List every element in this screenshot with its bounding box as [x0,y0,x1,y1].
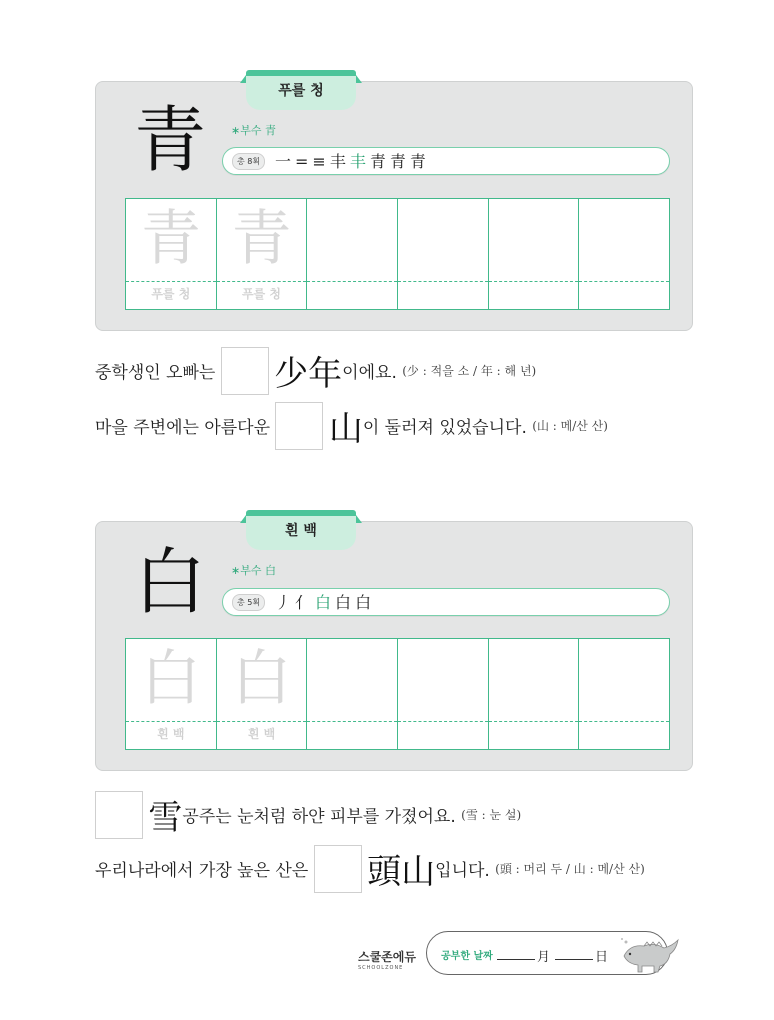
lesson-tab-label: 흰 백 [285,523,317,539]
sentence-hanja: 少年 [274,354,343,394]
sentence-hanja: 雪 [148,798,183,838]
radical-label: ∗부수 青 [231,124,276,137]
dinosaur-illustration [620,934,680,974]
publisher-logo: 스쿨존에듀 SCHOOLZONE [358,950,416,971]
writing-grid [125,198,670,310]
stroke-step: = [295,152,313,171]
trace-cell[interactable]: 白 흰 백 [126,639,217,749]
writing-grid [125,638,670,750]
sentence-hanja: 頭山 [367,852,436,892]
stroke-count: 총 8획 [232,153,265,170]
radical-label: ∗부수 白 [231,564,276,577]
blank-cell[interactable] [307,639,398,749]
blank-cell[interactable] [579,199,669,309]
lesson-tab-2 [246,516,356,550]
blank-cell[interactable] [579,639,669,749]
sentence-note: (山 : 메/산 산) [532,419,608,433]
sentence-2: 마을 주변에는 아름다운 山이 둘러져 있었습니다. (山 : 메/산 산) [95,401,608,450]
lesson-card-1 [95,81,693,331]
month-blank[interactable] [497,959,535,960]
answer-box[interactable] [95,791,143,839]
trace-cell[interactable]: 青 푸를 청 [126,199,217,309]
stroke-step: 青 [409,152,430,171]
stroke-order-bar [222,147,670,175]
blank-cell[interactable] [398,639,489,749]
stroke-step: 白 [315,593,336,612]
answer-box[interactable] [221,347,269,395]
day-unit: 日 [595,950,609,965]
trace-cell[interactable]: 白 흰 백 [217,639,308,749]
lesson-main-character: 白 [134,540,207,624]
stroke-step: 一 [275,152,296,171]
sentence-hanja: 山 [328,409,363,449]
lesson-tab-1 [246,76,356,110]
sentence-3: 雪공주는 눈처럼 하얀 피부를 가졌어요. (雪 : 눈 설) [95,790,521,839]
stroke-step: 亻 [295,593,316,612]
answer-box[interactable] [314,845,362,893]
blank-cell[interactable] [398,199,489,309]
stroke-order-sequence [275,590,375,613]
answer-box[interactable] [275,402,323,450]
stroke-step: ≡ [312,152,330,171]
stroke-step: 丰 [349,152,370,171]
blank-cell[interactable] [489,199,580,309]
stroke-order-sequence [275,149,430,172]
sentence-4: 우리나라에서 가장 높은 산은 頭山입니다. (頭 : 머리 두 / 山 : 메/산 산) [95,844,645,893]
stroke-step: 青 [389,152,410,171]
lesson-tab-label: 푸를 청 [278,83,324,99]
lesson-main-character: 青 [134,98,207,182]
study-date-label: 공부한 날짜 [441,951,493,962]
stroke-order-bar [222,588,670,616]
day-blank[interactable] [555,959,593,960]
blank-cell[interactable] [307,199,398,309]
trace-cell[interactable]: 青 푸를 청 [217,199,308,309]
lesson-card-2 [95,521,693,771]
stroke-step: 丰 [329,152,350,171]
sentence-note: (少 : 적을 소 / 年 : 해 년) [402,364,537,378]
stroke-step: 青 [369,152,390,171]
stroke-step: 白 [335,593,356,612]
sentence-note: (雪 : 눈 설) [461,808,522,822]
stroke-step: 丿 [275,593,296,612]
sentence-1: 중학생인 오빠는 少年이에요. (少 : 적을 소 / 年 : 해 년) [95,346,536,395]
month-unit: 月 [537,950,551,965]
stroke-step: 白 [355,593,376,612]
stroke-count: 총 5획 [232,594,265,611]
sentence-note: (頭 : 머리 두 / 山 : 메/산 산) [495,862,645,876]
blank-cell[interactable] [489,639,580,749]
